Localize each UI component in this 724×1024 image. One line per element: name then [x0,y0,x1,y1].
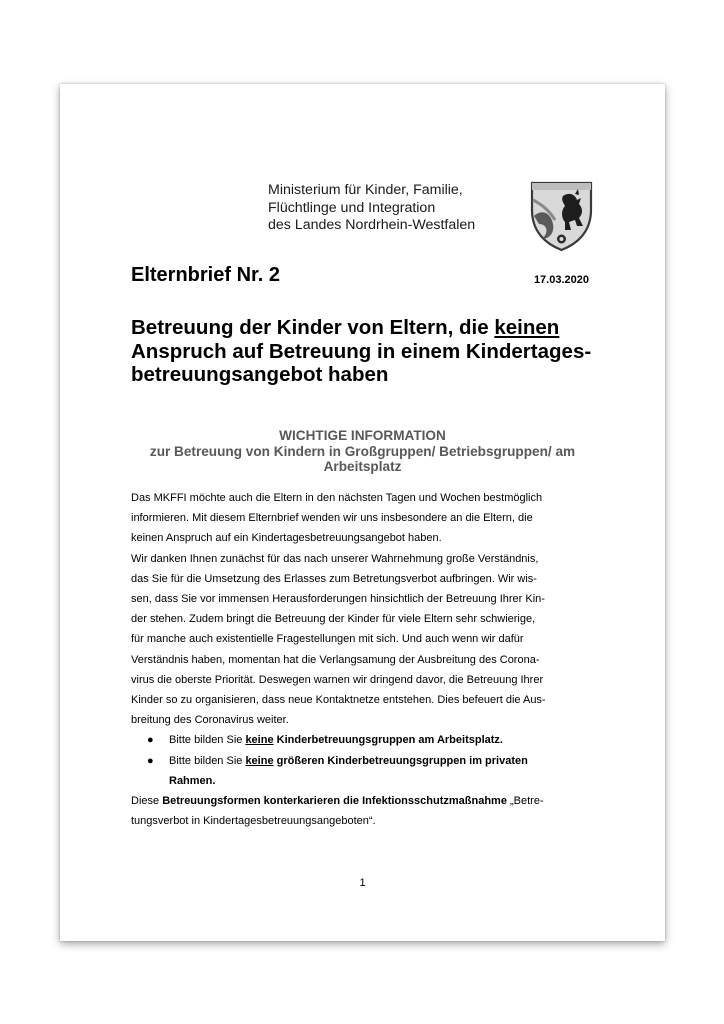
body-line: sen, dass Sie vor immensen Herausforderungen hinsichtlich der Betreuung Ihrer Kin- [131,593,545,606]
closing-line: tungsverbot in Kindertagesbetreuungsangeboten“. [131,815,376,828]
bullet-prefix: Bitte bilden Sie [169,754,246,767]
headline-line: betreuungsangebot haben [131,363,389,386]
closing-bold: Betreuungsformen konterkarieren die Infektionsschutzmaßnahme [162,795,507,808]
bullet-emphasis: keine [245,754,274,767]
document-page [60,84,665,941]
bullet-prefix: Bitte bilden Sie [169,734,246,747]
body-line: Das MKFFI möchte auch die Eltern in den nächsten Tagen und Wochen bestmöglich [131,492,543,504]
bullet-bold-text: Kinderbetreuungsgruppen am Arbeitsplatz. [273,734,503,747]
body-line: Verständnis haben, momentan hat die Verlangsamung der Ausbreitung des Corona- [131,653,540,666]
bullet-bold-text: Rahmen. [169,774,216,787]
brief-title: Elternbrief Nr. 2 [131,264,280,286]
body-line: Kinder so zu organisieren, dass neue Kontaktnetze entstehen. Dies befeuert die Aus- [131,694,546,707]
bullet-emphasis: keine [245,734,274,747]
letter-body [131,488,611,831]
headline-text: Betreuung der Kinder von Eltern, die [131,316,495,339]
list-item [131,730,611,750]
body-line: breitung des Coronavirus weiter. [131,714,289,727]
body-line: Wir danken Ihnen zunächst für das nach unserer Wahrnehmung große Verständnis, [131,552,539,565]
info-line: Arbeitsplatz [323,459,402,474]
body-line: virus die oberste Priorität. Deswegen warnen wir dringend davor, die Betreuung Ihrer [131,673,544,686]
nrw-coat-of-arms-icon [529,180,594,252]
ministry-line: Flüchtlinge und Integration [268,199,436,216]
bullet-text [169,751,611,771]
page-number: 1 [359,877,366,889]
headline-line [131,316,601,340]
headline-emphasis: keinen [494,316,560,339]
info-line: zur Betreuung von Kindern in Großgruppen/ Betriebsgruppen/ am [149,443,576,459]
brief-date: 17.03.2020 [533,274,589,286]
ministry-line: des Landes Nordrhein-Westfalen [268,217,476,233]
headline [131,316,601,387]
headline-line: Anspruch auf Betreuung in einem Kindertages- [131,339,592,363]
bullet-icon: ● [147,734,154,747]
closing-prefix: Diese [131,795,163,808]
ministry-line: Ministerium für Kinder, Familie, [268,182,463,198]
list-item [131,751,611,791]
body-line: keinen Anspruch auf ein Kindertagesbetreuungsangebot haben. [131,532,442,545]
bullet-icon: ● [147,754,154,767]
info-line: WICHTIGE INFORMATION [279,428,446,443]
body-line: der stehen. Zudem bringt die Betreuung der Kinder für viele Eltern sehr schwierige, [131,613,536,626]
bullet-text-continued [169,771,611,791]
bullet-text [169,730,611,750]
important-info-heading [120,428,605,475]
body-line: für manche auch existentielle Fragestellungen mit sich. Und auch wenn wir dafür [131,633,524,646]
closing-suffix: „Betre- [506,795,544,808]
bullet-bold-text: größeren Kinderbetreuungsgruppen im privaten [273,754,528,767]
body-line: das Sie für die Umsetzung des Erlasses zum Betretungsverbot aufbringen. Wir wis- [131,572,537,585]
closing-line [131,791,611,811]
body-line: informieren. Mit diesem Elternbrief wenden wir uns insbesondere an die Eltern, die [131,512,533,525]
ministry-name [268,182,530,235]
bullet-list [131,730,611,791]
